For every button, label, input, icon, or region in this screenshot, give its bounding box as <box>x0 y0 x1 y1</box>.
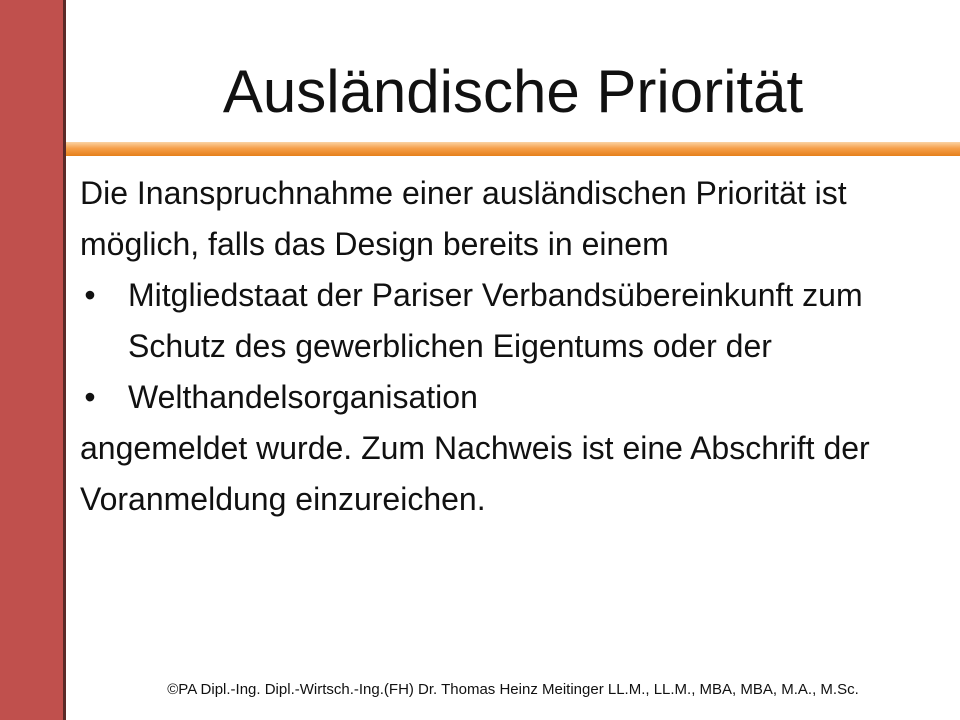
title-divider <box>66 142 960 156</box>
bullet-list <box>80 270 955 423</box>
copyright-footer: ©PA Dipl.-Ing. Dipl.-Wirtsch.-Ing.(FH) Dr. Thomas Heinz Meitinger LL.M., LL.M., MBA, MBA, M.A., M.Sc. <box>167 681 859 698</box>
intro-paragraph: Die Inanspruchnahme einer ausländischen Priorität ist möglich, falls das Design bereits in einem <box>80 175 847 262</box>
bullet-text: Mitgliedstaat der Pariser Verbandsübereinkunft zum Schutz des gewerblichen Eigentums oder der <box>128 277 863 364</box>
bullet-item <box>80 372 955 423</box>
slide-body <box>80 168 955 525</box>
bullet-icon: • <box>84 277 96 313</box>
outro-paragraph: angemeldet wurde. Zum Nachweis ist eine Abschrift der Voranmeldung einzureichen. <box>80 430 870 517</box>
bullet-icon: • <box>84 379 96 415</box>
side-accent-bar <box>0 0 66 720</box>
slide-title: Ausländische Priorität <box>222 58 804 125</box>
bullet-item <box>80 270 955 372</box>
bullet-text: Welthandelsorganisation <box>128 379 478 415</box>
